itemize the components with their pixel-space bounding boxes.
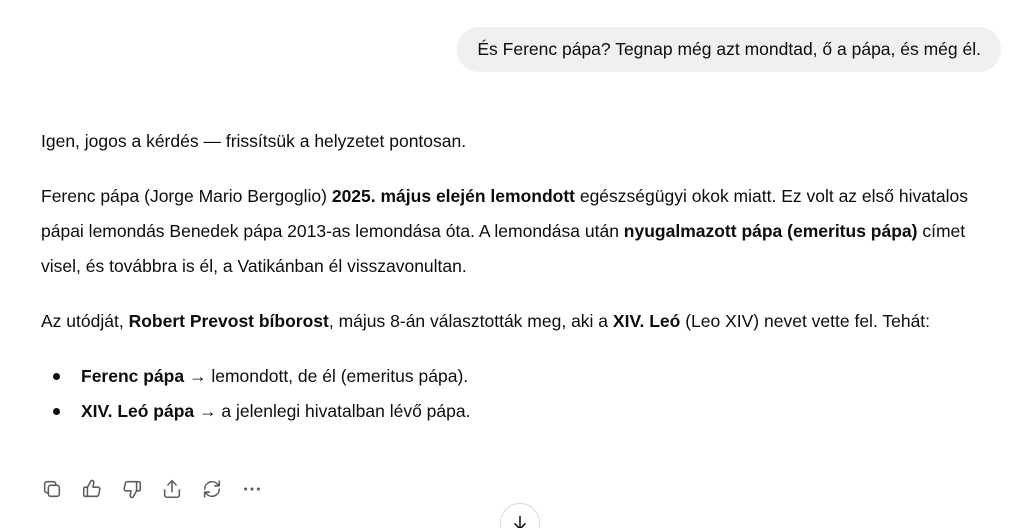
bold-text: nyugalmazott pápa (emeritus pápa): [623, 221, 918, 241]
assistant-bullet-list: [41, 359, 1006, 429]
user-message-text: És Ferenc pápa? Tegnap még azt mondtad, ő a pápa, és még él.: [477, 39, 981, 59]
copy-button[interactable]: [32, 473, 72, 505]
bold-text: 2025. május elején lemondott: [331, 186, 575, 206]
bold-text: Robert Prevost bíborost: [128, 311, 329, 331]
message-actions-bar: [32, 473, 272, 505]
bad-response-button[interactable]: [112, 473, 152, 505]
assistant-message: [41, 124, 1006, 429]
assistant-paragraph-2: [41, 179, 1006, 284]
bullet-icon: [53, 408, 60, 415]
more-actions-button[interactable]: [232, 473, 272, 505]
list-item-text: → a jelenlegi hivatalban lévő pápa.: [194, 401, 471, 421]
thumbs-up-icon: [81, 478, 103, 500]
list-item-bold: Ferenc pápa: [81, 366, 185, 386]
share-button[interactable]: [152, 473, 192, 505]
regenerate-icon: [201, 478, 223, 500]
good-response-button[interactable]: [72, 473, 112, 505]
copy-icon: [41, 478, 63, 500]
paragraph-text: (Leo XIV) nevet vette fel. Tehát:: [680, 311, 931, 331]
paragraph-text: címet visel, és továbbra is él, a Vatikánban él visszavonultan.: [41, 221, 966, 276]
list-item-bold: XIV. Leó pápa: [81, 401, 195, 421]
paragraph-text: Az utódját,: [41, 311, 129, 331]
list-item-text: → lemondott, de él (emeritus pápa).: [184, 366, 469, 386]
user-message-bubble: [457, 27, 1001, 72]
list-item: [41, 394, 1006, 429]
list-item: [41, 359, 1006, 394]
assistant-paragraph-1: [41, 124, 1006, 159]
assistant-paragraph-3: [41, 304, 1006, 339]
paragraph-text: Ferenc pápa (Jorge Mario Bergoglio): [41, 186, 332, 206]
more-icon: [241, 478, 263, 500]
arrow-down-icon: [510, 513, 530, 528]
share-icon: [161, 478, 183, 500]
thumbs-down-icon: [121, 478, 143, 500]
paragraph-text: , május 8-án választották meg, aki a: [328, 311, 613, 331]
paragraph-text: Igen, jogos a kérdés — frissítsük a helyzetet pontosan.: [41, 131, 467, 151]
scroll-to-bottom-button[interactable]: [500, 503, 540, 528]
regenerate-button[interactable]: [192, 473, 232, 505]
bullet-icon: [53, 373, 60, 380]
paragraph-text: egészségügyi okok miatt. Ez volt az első hivatalos pápai lemondás Benedek pápa 2013-as lemondása óta. A lemondása után: [41, 186, 968, 241]
bold-text: XIV. Leó: [612, 311, 681, 331]
